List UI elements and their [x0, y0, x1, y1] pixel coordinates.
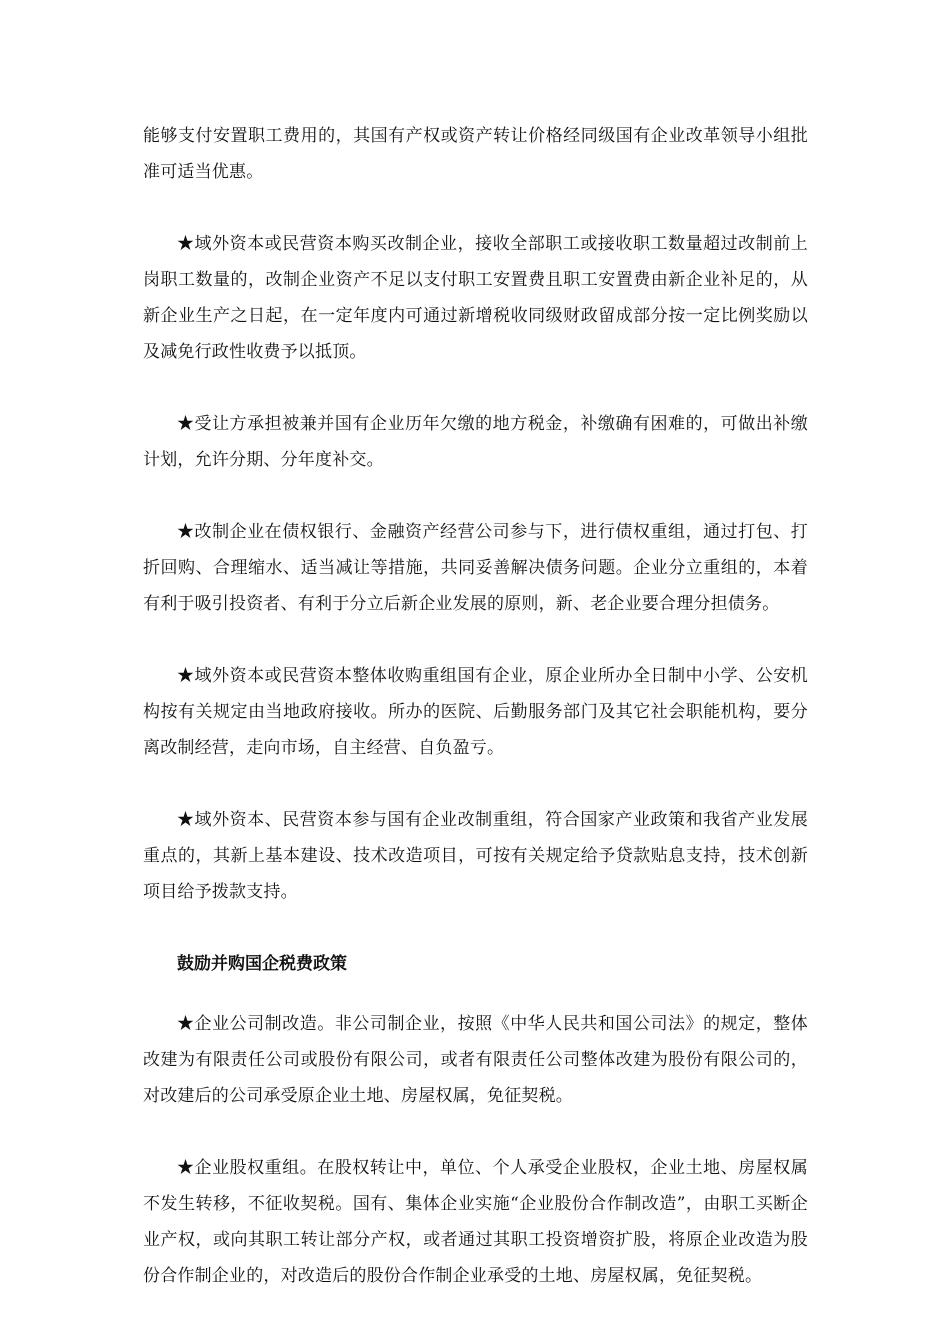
- section-heading: 鼓励并购国企税费政策: [177, 954, 347, 974]
- paragraph-foreign-capital-employee-placement: ★域外资本或民营资本购买改制企业，接收全部职工或接收职工数量超过改制前上岗职工数量的，改制企业资产不足以支付职工安置费且职工安置费由新企业补足的，从新企业生产之日起，在一定年度内可通过新增税收同级财政留成部分按一定比例奖励以及减免行政性收费予以抵顶。: [143, 234, 808, 362]
- document-page: [143, 118, 808, 1330]
- paragraph-social-functions: ★域外资本或民营资本整体收购重组国有企业，原企业所办全日制中小学、公安机构按有关规定由当地政府接收。所办的医院、后勤服务部门及其它社会职能机构，要分离改制经营，走向市场，自主经营、自负盈亏。: [143, 666, 808, 758]
- paragraph-company-restructuring: ★企业公司制改造。非公司制企业，按照《中华人民共和国公司法》的规定，整体改建为有限责任公司或股份有限公司，或者有限责任公司整体改建为股份有限公司的，对改建后的公司承受原企业土地、房屋权属，免征契税。: [143, 1014, 808, 1106]
- paragraph-loan-interest-subsidy: ★域外资本、民营资本参与国有企业改制重组，符合国家产业政策和我省产业发展重点的，其新上基本建设、技术改造项目，可按有关规定给予贷款贴息支持，技术创新项目给予拨款支持。: [143, 810, 808, 902]
- paragraph-continuation: 能够支付安置职工费用的，其国有产权或资产转让价格经同级国有企业改革领导小组批准可适当优惠。: [143, 126, 808, 182]
- paragraph-local-tax-arrears: ★受让方承担被兼并国有企业历年欠缴的地方税金，补缴确有困难的，可做出补缴计划，允许分期、分年度补交。: [143, 414, 808, 470]
- paragraph-debt-restructuring: ★改制企业在债权银行、金融资产经营公司参与下，进行债权重组，通过打包、打折回购、合理缩水、适当减让等措施，共同妥善解决债务问题。企业分立重组的，本着有利于吸引投资者、有利于分立后新企业发展的原则，新、老企业要合理分担债务。: [143, 522, 808, 614]
- paragraph-equity-restructuring: ★企业股权重组。在股权转让中，单位、个人承受企业股权，企业土地、房屋权属不发生转移，不征收契税。国有、集体企业实施“企业股份合作制改造”，由职工买断企业产权，或向其职工转让部分产权，或者通过其职工投资增资扩股，将原企业改造为股份合作制企业的，对改造后的股份合作制企业承受的土地、房屋权属，免征契税。: [143, 1158, 808, 1286]
